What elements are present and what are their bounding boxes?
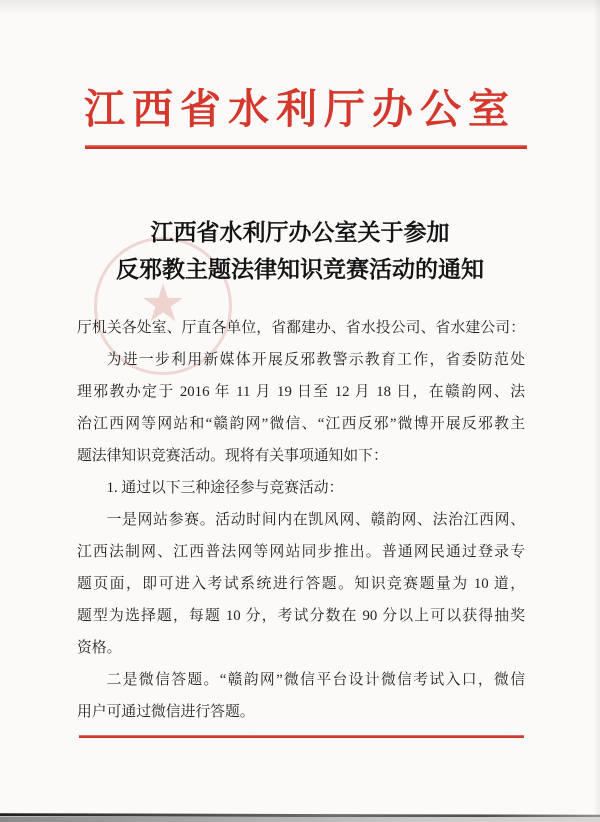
document-title-line1: 江西省水利厅办公室关于参加: [150, 220, 450, 245]
body-line: 一是网站参赛。活动时间内在凯风网、赣韵网、法治江西网、: [106, 512, 525, 528]
body-line: 为进一步利用新媒体开展反邪教警示教育工作，省委防范处: [106, 352, 525, 368]
seal-star-icon: ★: [139, 273, 187, 334]
body-line: 题法律知识竞赛活动。现将有关事项通知如下：: [77, 448, 388, 464]
body-line: 江西法制网、江西普法网等网站同步推出。普通网民通过登录专: [77, 544, 525, 560]
body-line: 资格。: [77, 640, 122, 656]
body-line: 1. 通过以下三种途径参与竞赛活动：: [106, 480, 344, 496]
body-line: 厅机关各处室、厅直各单位，省鄱建办、省水投公司、省水建公司：: [77, 320, 525, 336]
bottom-red-rule: [79, 735, 524, 738]
body-line: 用户可通过微信进行答题。: [77, 704, 255, 720]
document-body: [77, 312, 525, 728]
letterhead-red-rule: [85, 145, 527, 149]
body-line: 治江西网等网站和“赣韵网”微信、“江西反邪”微博开展反邪教主: [77, 416, 525, 432]
scan-page-edge-gray: [0, 817, 600, 822]
body-line: 二是微信答题。“赣韵网”微信平台设计微信考试入口，微信: [106, 672, 525, 688]
body-line: 题页面，即可进入考试系统进行答题。知识竞赛题量为 10 道，: [77, 576, 525, 592]
body-line: 题型为选择题，每题 10 分，考试分数在 90 分以上可以获得抽奖: [77, 608, 525, 624]
document-title: [0, 214, 600, 288]
body-line: 理邪教办定于 2016 年 11 月 19 日至 12 月 18 日，在赣韵网、法: [77, 384, 525, 400]
letterhead-org-name: 江西省水利厅办公室: [84, 86, 516, 132]
document-title-line2: 反邪教主题法律知识竞赛活动的通知: [116, 257, 484, 282]
